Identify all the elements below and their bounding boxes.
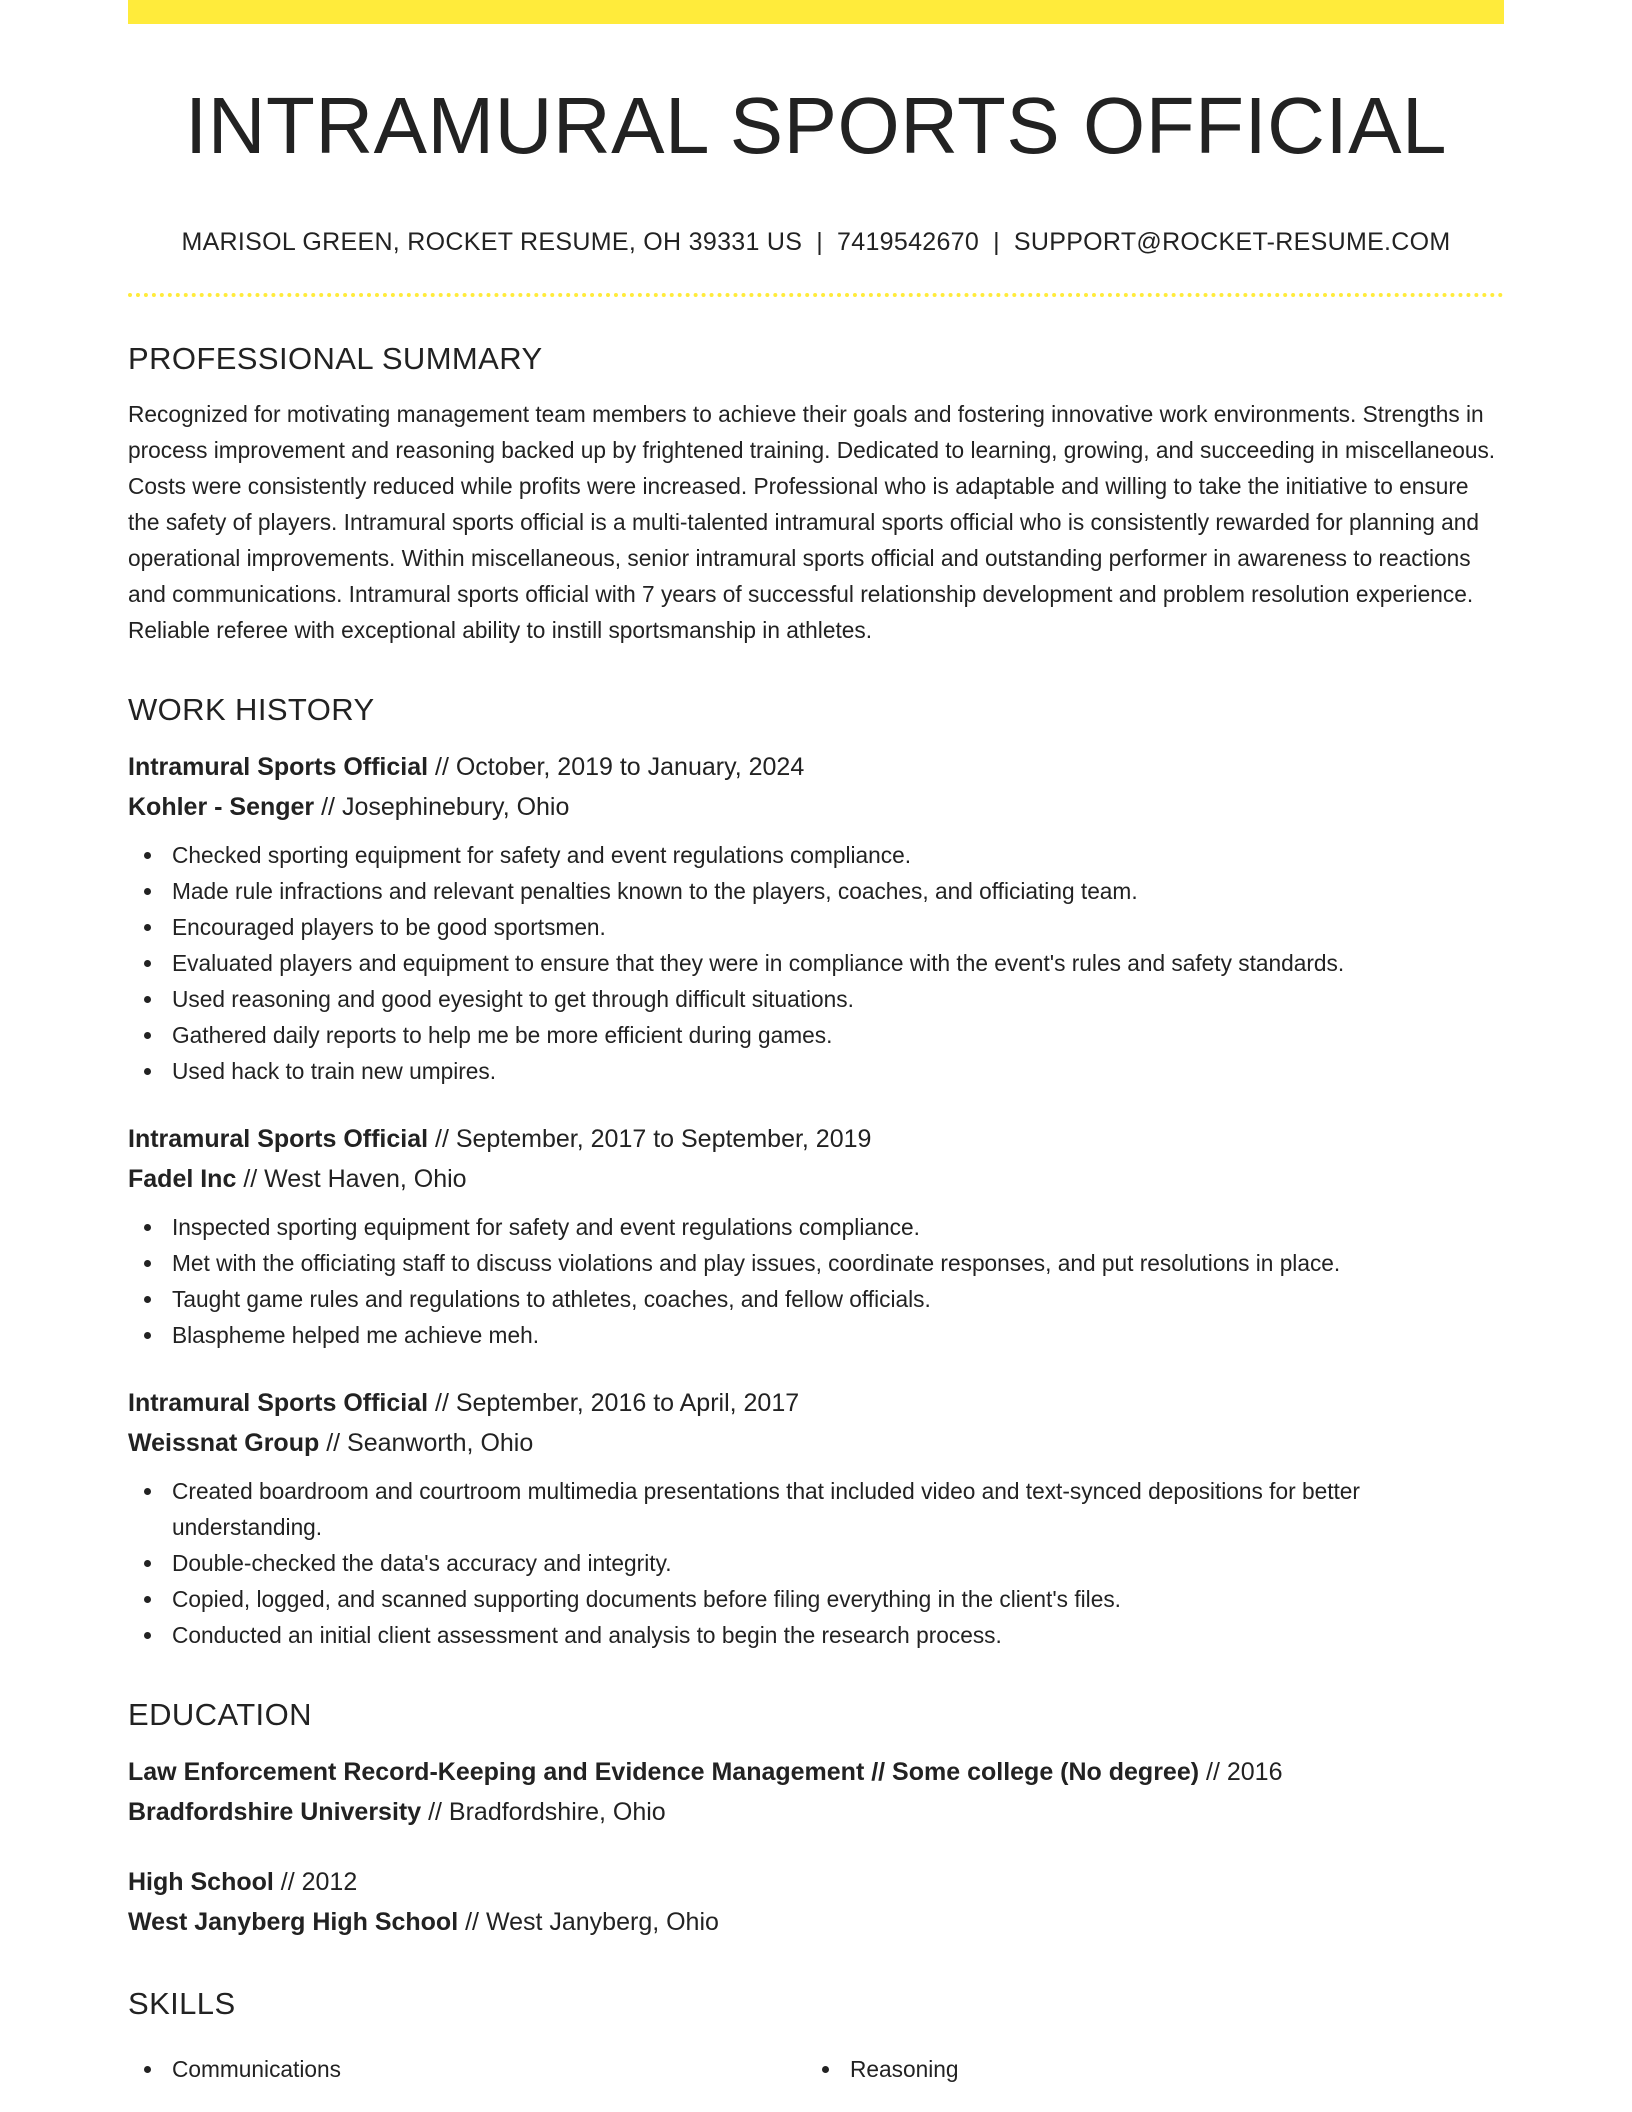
skills-columns <box>128 2041 1504 2087</box>
job-dates: // October, 2019 to January, 2024 <box>428 753 805 781</box>
contact-line <box>128 228 1504 257</box>
job-bullet: Blaspheme helped me achieve meh. <box>128 1317 1504 1353</box>
job-bullet: Gathered daily reports to help me be more efficient during games. <box>128 1017 1504 1053</box>
job-bullet: Taught game rules and regulations to athletes, coaches, and fellow officials. <box>128 1281 1504 1317</box>
job-bullet: Used reasoning and good eyesight to get through difficult situations. <box>128 981 1504 1017</box>
job-title: Intramural Sports Official <box>128 1125 429 1153</box>
job-location: // West Haven, Ohio <box>236 1165 467 1193</box>
job-entry <box>128 747 1504 1089</box>
dotted-divider <box>128 293 1504 297</box>
job-dates: // September, 2017 to September, 2019 <box>428 1125 872 1153</box>
contact-separator: | <box>993 228 1000 256</box>
education-school: Bradfordshire University <box>128 1798 422 1826</box>
job-bullet: Evaluated players and equipment to ensure that they were in compliance with the event's rules and safety standards. <box>128 945 1504 981</box>
job-bullet: Encouraged players to be good sportsmen. <box>128 909 1504 945</box>
job-dates: // September, 2016 to April, 2017 <box>428 1389 800 1417</box>
education-degree-line <box>128 1752 1504 1792</box>
contact-phone: 7419542670 <box>837 228 980 256</box>
job-title-line <box>128 1119 1504 1159</box>
education-entry <box>128 1862 1504 1942</box>
skill-item: Reasoning <box>806 2051 1484 2087</box>
work-history-heading: WORK HISTORY <box>128 692 375 727</box>
education-location: // West Janyberg, Ohio <box>458 1908 719 1936</box>
contact-separator: | <box>816 228 824 256</box>
contact-email: SUPPORT@ROCKET-RESUME.COM <box>1013 228 1451 256</box>
education-degree-line <box>128 1862 1504 1902</box>
job-company: Weissnat Group <box>128 1429 320 1457</box>
job-bullet: Checked sporting equipment for safety and event regulations compliance. <box>128 837 1504 873</box>
job-title: Intramural Sports Official <box>128 753 429 781</box>
job-bullets <box>128 837 1504 1089</box>
job-bullets <box>128 1209 1504 1353</box>
education-heading: EDUCATION <box>128 1697 312 1732</box>
job-bullet: Copied, logged, and scanned supporting documents before filing everything in the client's files. <box>128 1581 1504 1617</box>
job-title-line <box>128 1383 1504 1423</box>
education-entry <box>128 1752 1504 1832</box>
job-company-line <box>128 787 1504 827</box>
education-school-line <box>128 1792 1504 1832</box>
skills-left-column <box>128 2051 806 2087</box>
job-company-line <box>128 1423 1504 1463</box>
summary-heading: PROFESSIONAL SUMMARY <box>128 341 543 376</box>
education-location: // Bradfordshire, Ohio <box>421 1798 666 1826</box>
education-degree: Law Enforcement Record-Keeping and Evidence Management // Some college (No degree) <box>128 1758 1200 1786</box>
job-location: // Seanworth, Ohio <box>319 1429 534 1457</box>
job-entry <box>128 1383 1504 1653</box>
resume-title: INTRAMURAL SPORTS OFFICIAL <box>184 81 1448 170</box>
job-company: Fadel Inc <box>128 1165 237 1193</box>
job-bullet: Made rule infractions and relevant penalties known to the players, coaches, and officiating team. <box>128 873 1504 909</box>
job-title: Intramural Sports Official <box>128 1389 429 1417</box>
skill-item: Communications <box>128 2051 806 2087</box>
job-bullet: Met with the officiating staff to discuss violations and play issues, coordinate responses, and put resolutions in place. <box>128 1245 1504 1281</box>
skills-right-column <box>806 2051 1484 2087</box>
summary-text: Recognized for motivating management team members to achieve their goals and fostering innovative work environments. Strengths in process improvement and reasoning backed up by frightened training. Dedicated to learning, growing, and succeeding in miscellaneous. Costs were consistently reduced while profits were increased. Professional who is adaptable and willing to take the initiative to ensure the safety of players. Intramural sports official is a multi-talented intramural sports official who is consistently rewarded for planning and operational improvements. Within miscellaneous, senior intramural sports official and outstanding performer in awareness to reactions and communications. Intramural sports official with 7 years of successful relationship development and problem resolution experience. Reliable referee with exceptional ability to instill sportsmanship in athletes. <box>128 401 1496 643</box>
education-year: // 2016 <box>1199 1758 1283 1786</box>
education-school: West Janyberg High School <box>128 1908 459 1936</box>
job-bullet: Double-checked the data's accuracy and integrity. <box>128 1545 1504 1581</box>
job-entry <box>128 1119 1504 1353</box>
education-year: // 2012 <box>273 1868 358 1896</box>
job-company-line <box>128 1159 1504 1199</box>
job-title-line <box>128 747 1504 787</box>
job-company: Kohler - Senger <box>128 793 315 821</box>
job-bullets <box>128 1473 1504 1653</box>
education-degree: High School <box>128 1868 274 1896</box>
education-school-line <box>128 1902 1504 1942</box>
skills-heading: SKILLS <box>128 1986 236 2021</box>
contact-address: MARISOL GREEN, ROCKET RESUME, OH 39331 US <box>181 228 803 256</box>
job-bullet: Used hack to train new umpires. <box>128 1053 1504 1089</box>
job-bullet: Conducted an initial client assessment and analysis to begin the research process. <box>128 1617 1504 1653</box>
job-bullet: Created boardroom and courtroom multimedia presentations that included video and text-synced depositions for better understanding. <box>128 1473 1504 1545</box>
accent-top-bar <box>128 0 1504 24</box>
job-bullet: Inspected sporting equipment for safety and event regulations compliance. <box>128 1209 1504 1245</box>
job-location: // Josephinebury, Ohio <box>314 793 570 821</box>
resume-page <box>128 0 1504 2112</box>
